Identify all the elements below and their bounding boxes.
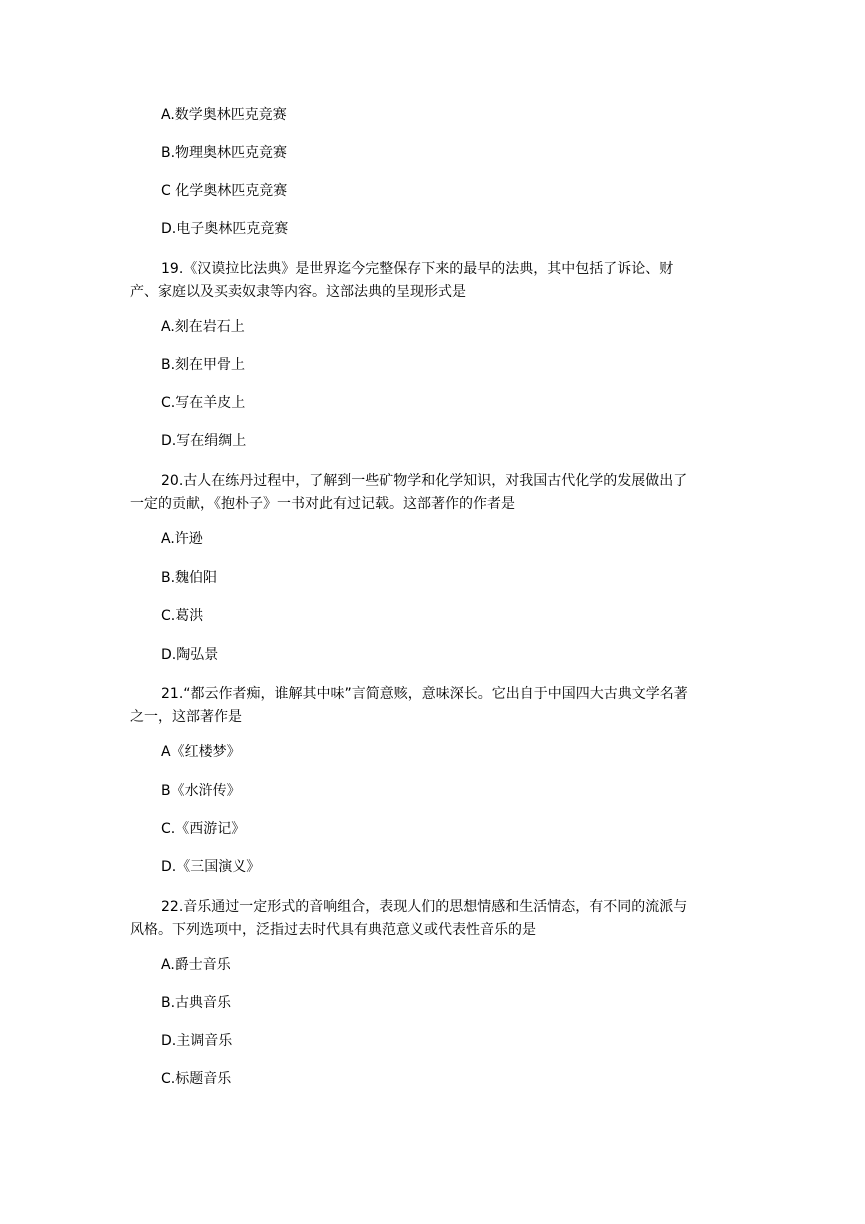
option-line: B《水浒传》	[161, 783, 241, 799]
option-line: B.刻在甲骨上	[161, 357, 246, 373]
question-22-line-1: 22.音乐通过一定形式的音响组合，表现人们的思想情感和生活情态，有不同的流派与	[161, 899, 688, 915]
question-19-line-2: 产、家庭以及买卖奴隶等内容。这部法典的呈现形式是	[130, 284, 466, 300]
question-21-line-1: 21.“都云作者痴，谁解其中味”言简意赅，意味深长。它出自于中国四大古典文学名著	[161, 686, 688, 702]
option-line: D.《三国演义》	[161, 859, 261, 875]
option-line: A.数学奥林匹克竞赛	[161, 107, 287, 123]
option-line: B.物理奥林匹克竞赛	[161, 145, 288, 161]
option-line: C 化学奥林匹克竞赛	[161, 183, 288, 199]
option-line: D.写在绢绸上	[161, 433, 247, 449]
question-22-line-2: 风格。下列选项中，泛指过去时代具有典范意义或代表性音乐的是	[130, 922, 536, 938]
option-line: C.标题音乐	[161, 1071, 232, 1087]
option-line: B.魏伯阳	[161, 570, 218, 586]
option-line: C.《西游记》	[161, 821, 246, 837]
option-line: A.刻在岩石上	[161, 319, 245, 335]
option-line: A.许逊	[161, 531, 203, 547]
option-line: C.葛洪	[161, 608, 204, 624]
option-line: D.电子奥林匹克竞赛	[161, 221, 289, 237]
option-line: D.陶弘景	[161, 647, 219, 663]
question-20-line-1: 20.古人在练丹过程中，了解到一些矿物学和化学知识，对我国古代化学的发展做出了	[161, 473, 688, 489]
option-line: D.主调音乐	[161, 1033, 233, 1049]
question-21-line-2: 之一，这部著作是	[130, 709, 242, 725]
option-line: C.写在羊皮上	[161, 395, 246, 411]
option-line: B.古典音乐	[161, 995, 232, 1011]
question-20-line-2: 一定的贡献，《抱朴子》一书对此有过记载。这部著作的作者是	[130, 496, 515, 512]
option-line: A.爵士音乐	[161, 957, 231, 973]
question-19-line-1: 19.《汉谟拉比法典》是世界迄今完整保存下来的最早的法典，其中包括了诉论、财	[161, 261, 674, 277]
option-line: A《红楼梦》	[161, 744, 241, 760]
